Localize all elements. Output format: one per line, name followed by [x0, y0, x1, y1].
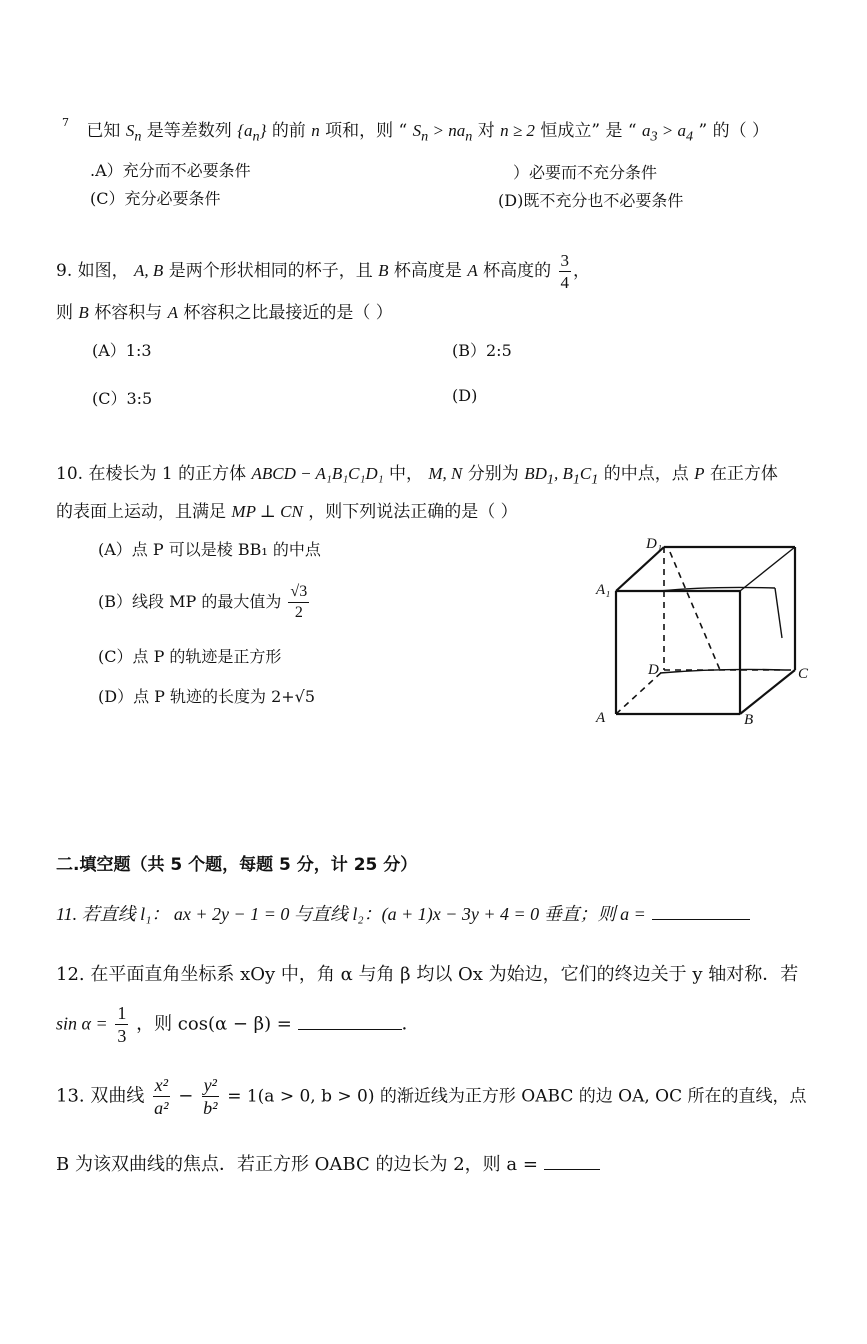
label-b: B — [744, 712, 754, 728]
q9-fraction: $\frac{3}{4}$ — [560, 251, 570, 292]
q9-stem-line2: 则 B 杯容积与 A 杯容积之比最接近的是（ ） — [56, 303, 393, 323]
q8-stem: $^7$ 已知 $S_n$ 是等差数列 $\{a_n\}$ 的前 n 项和，则 “ $S_n > na_n$ 对 n ≥ 2 恒成立” 是 “ $a_3 > a_4$ ” 的（ ） — [62, 116, 769, 145]
q13-line2: B 为该双曲线的焦点．若正方形 OABC 的边长为 2，则 a = — [56, 1150, 600, 1176]
q13-line1: 13. 双曲线 $\frac{\text{x²}}{\text{a²}}$ − $\frac{\text{y²}}{\text{b²}}$ = 1(a > 0, b > 0) 的渐近线为正方形 OABC 的边 OA, OC 所在的直线，点 — [56, 1075, 807, 1118]
q11: 11. 若直线 l₁： ax + 2y − 1 = 0 与直线 l₂：(a + 1)x − 3y + 4 = 0 垂直；则 a = — [56, 900, 750, 926]
label-c: C — [798, 666, 809, 682]
cube-figure — [590, 528, 820, 728]
label-a: A — [596, 710, 606, 726]
q8-number: 7 — [62, 116, 69, 129]
q9-stem-line1: 9. 如图， A, B 是两个形状相同的杯子，且 B 杯高度是 A 杯高度的 $\frac{3}{4}$ ， — [56, 251, 591, 292]
label-d: D — [648, 662, 659, 678]
q8-option-c[interactable]: (C）充分必要条件 — [90, 189, 221, 208]
q12-line2: sin α = $\frac{1}{3}$ ，则 cos(α − β) = ． — [56, 1003, 420, 1046]
q10-stem-line2: 的表面上运动，且满足 MP ⊥ CN ，则下列说法正确的是（ ） — [56, 502, 518, 522]
q8-option-b[interactable]: ）必要而不充分条件 — [513, 163, 658, 182]
q9-option-c[interactable]: (C）3:5 — [92, 389, 153, 408]
q12-line1: 12. 在平面直角坐标系 xOy 中，角 α 与角 β 均以 Ox 为始边，它们的终边关于 y 轴对称．若 — [56, 964, 799, 985]
q10-option-b[interactable]: (B）线段 MP 的最大值为 $\frac{√3}{2}$ — [98, 583, 308, 621]
q8-option-d[interactable]: (D)既不充分也不必要条件 — [498, 191, 684, 210]
q8-option-a[interactable]: .A）充分而不必要条件 — [90, 161, 251, 180]
q9-option-a[interactable]: (A）1:3 — [92, 341, 152, 360]
q13-answer-blank[interactable] — [544, 1169, 600, 1170]
section-2-title: 二.填空题（共 5 个题，每题 5 分，计 25 分） — [56, 855, 418, 875]
q10-option-a[interactable]: (A）点 P 可以是棱 BB₁ 的中点 — [98, 540, 321, 559]
q9-option-b[interactable]: (B）2:5 — [452, 341, 512, 360]
label-a1: A₁ — [596, 582, 611, 598]
label-d1: D₁ — [646, 536, 663, 552]
q9-option-d[interactable]: (D) — [452, 386, 478, 405]
q12-answer-blank[interactable] — [298, 1029, 402, 1030]
q10-option-d[interactable]: (D）点 P 轨迹的长度为 2+√5 — [98, 687, 316, 706]
q11-answer-blank[interactable] — [652, 919, 750, 920]
q10-option-c[interactable]: (C）点 P 的轨迹是正方形 — [98, 647, 282, 666]
q10-stem-line1: 10. 在棱长为 1 的正方体 ABCD − A₁B₁C₁D₁ 中， M, N 分别为 $BD_1$, $B_1C_1$ 的中点，点 P 在正方体 — [56, 464, 778, 488]
